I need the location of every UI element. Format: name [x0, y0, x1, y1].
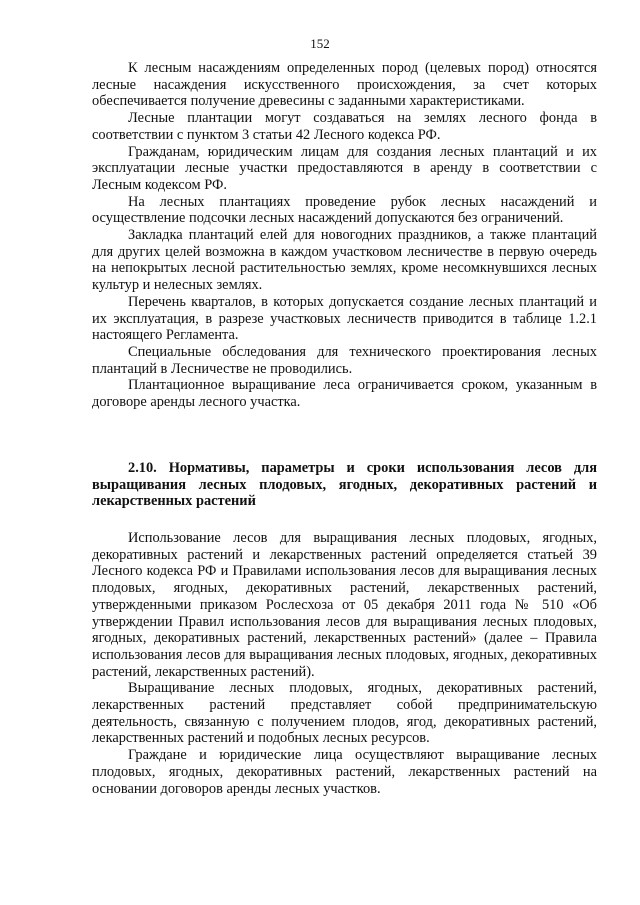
section-plantations: [92, 60, 597, 411]
paragraph: Плантационное выращивание леса ограничивается сроком, указанным в договоре аренды лесного участка.: [92, 377, 597, 411]
section-heading: 2.10. Нормативы, параметры и сроки использования лесов для выращивания лесных плодовых, ягодных, декоративных растений и лекарственных растений: [92, 460, 597, 510]
paragraph: Использование лесов для выращивания лесных плодовых, ягодных, декоративных растений и лекарственных растений определяется статьей 39 Лесного кодекса РФ и Правилами использования лесов для выращивания лесных плодовых, ягодных, декоративных растений, лекарственных растений, утвержденными приказом Рослесхоза от 05 декабря 2011 года № 510 «Об утверждении Правил использования лесов для выращивания лесных плодовых, ягодных, декоративных растений, лекарственных растений» (далее – Правила использования лесов для выращивания лесных плодовых, ягодных, декоративных растений, лекарственных растений).: [92, 530, 597, 680]
paragraph: Закладка плантаций елей для новогодних праздников, а также плантаций для других целей возможна в каждом участковом лесничестве в первую очередь на непокрытых лесной растительностью землях, кроме несомкнувшихся лесных культур и нелесных землях.: [92, 227, 597, 294]
paragraph: Перечень кварталов, в которых допускается создание лесных плантаций и их эксплуатация, в разрезе участковых лесничеств приводится в таблице 1.2.1 настоящего Регламента.: [92, 293, 597, 344]
paragraph: Гражданам, юридическим лицам для создания лесных плантаций и их эксплуатации лесные участки предоставляются в аренду в соответствии с Лесным кодексом РФ.: [92, 143, 597, 193]
page-number: 152: [310, 36, 330, 51]
paragraph: Граждане и юридические лица осуществляют выращивание лесных плодовых, ягодных, декоративных растений, лекарственных растений на основании договоров аренды лесных участков.: [92, 747, 597, 797]
paragraph: К лесным насаждениям определенных пород (целевых пород) относятся лесные насаждения искусственного происхождения, за счет которых обеспечивается получение древесины с заданными характеристиками.: [92, 60, 597, 110]
section-cultivation: [92, 530, 597, 797]
paragraph: Выращивание лесных плодовых, ягодных, декоративных растений, лекарственных растений представляет собой предпринимательскую деятельность, связанную с получением плодов, ягод, декоративных растений, лекарственных растений и подобных лесных ресурсов.: [92, 680, 597, 747]
paragraph: Специальные обследования для технического проектирования лесных плантаций в Лесничестве не проводились.: [92, 343, 597, 377]
paragraph: Лесные плантации могут создаваться на землях лесного фонда в соответствии с пунктом 3 статьи 42 Лесного кодекса РФ.: [92, 110, 597, 143]
paragraph: На лесных плантациях проведение рубок лесных насаждений и осуществление подсочки лесных насаждений допускаются без ограничений.: [92, 193, 597, 227]
